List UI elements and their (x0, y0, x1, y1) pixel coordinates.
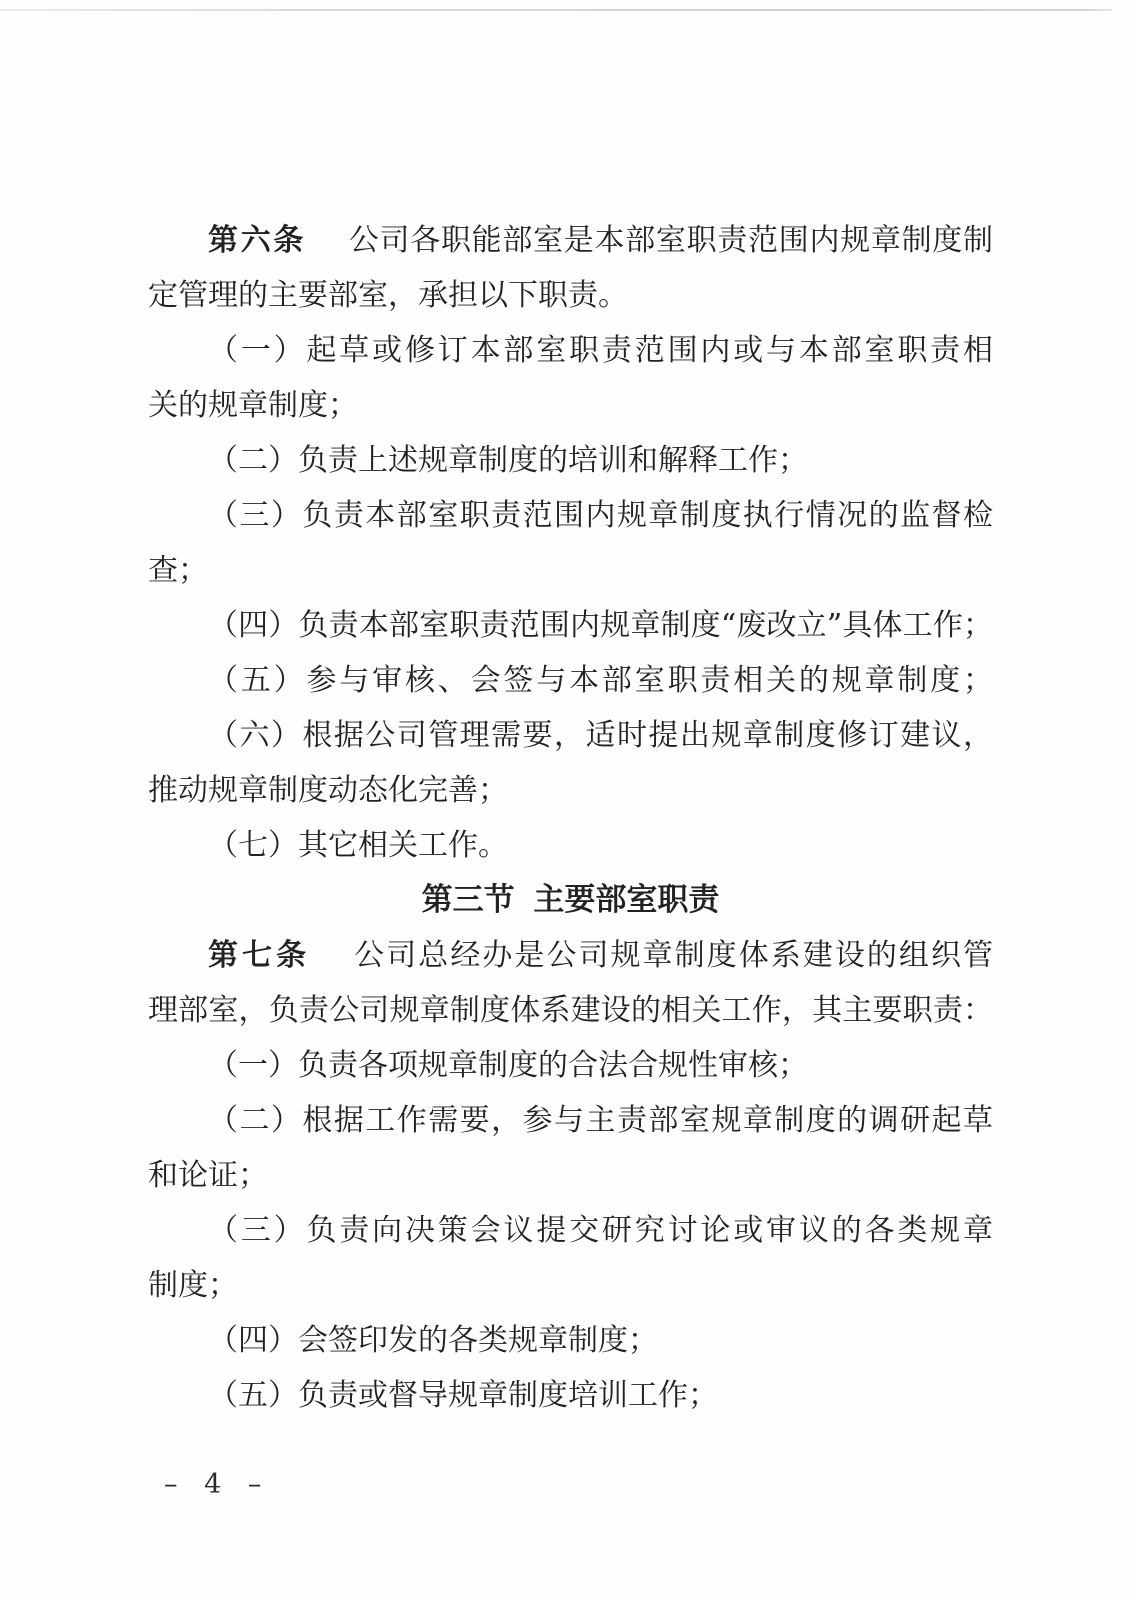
text-line (148, 1093, 993, 1148)
text-line (148, 928, 993, 983)
section-heading (148, 873, 993, 928)
list-item-paragraph (148, 818, 993, 873)
line-text: （一）起草或修订本部室职责范围内或与本部室职责相 (208, 333, 993, 368)
page-top-rule (0, 9, 1112, 11)
list-item-paragraph (148, 598, 993, 653)
article-number-label: 第六条 (208, 223, 307, 258)
line-text: （四）负责本部室职责范围内规章制度“废改立”具体工作； (208, 608, 993, 643)
line-text: 制度； (148, 1268, 238, 1303)
text-line (148, 1368, 993, 1423)
text-line (148, 433, 993, 488)
line-text: （七）其它相关工作。 (208, 828, 508, 863)
text-line (148, 598, 993, 653)
list-item-paragraph (148, 433, 993, 488)
list-item-paragraph (148, 1203, 993, 1313)
page-number: – 4 – (164, 1469, 271, 1500)
line-text: 公司各职能部室是本部室职责范围内规章制度制 (348, 223, 993, 258)
line-text: （五）负责或督导规章制度培训工作； (208, 1378, 718, 1413)
text-line (148, 268, 993, 323)
line-text: （二）根据工作需要，参与主责部室规章制度的调研起草 (208, 1103, 993, 1138)
text-line (148, 983, 993, 1038)
line-text: 第三节 主要部室职责 (421, 882, 720, 918)
text-line (148, 1203, 993, 1258)
line-text: （六）根据公司管理需要，适时提出规章制度修订建议， (208, 718, 993, 753)
list-item-paragraph (148, 323, 993, 433)
document-body (148, 213, 993, 1423)
line-text: 公司总经办是公司规章制度体系建设的组织管 (352, 938, 994, 973)
text-line (148, 873, 993, 928)
line-text: （三）负责向决策会议提交研究讨论或审议的各类规章 (208, 1213, 993, 1248)
line-text: 关的规章制度； (148, 388, 358, 423)
list-item-paragraph (148, 1368, 993, 1423)
line-text: 和论证； (148, 1158, 268, 1193)
text-line (148, 378, 993, 433)
label-gap (310, 964, 352, 965)
text-line (148, 543, 993, 598)
list-item-paragraph (148, 1093, 993, 1203)
label-gap (306, 249, 348, 250)
text-line (148, 708, 993, 763)
text-line (148, 1038, 993, 1093)
line-text: 推动规章制度动态化完善； (148, 773, 508, 808)
text-line (148, 763, 993, 818)
list-item-paragraph (148, 1313, 993, 1368)
line-text: （一）负责各项规章制度的合法合规性审核； (208, 1048, 808, 1083)
line-text: 理部室，负责公司规章制度体系建设的相关工作，其主要职责： (148, 993, 993, 1028)
line-text: 查； (148, 553, 208, 588)
article-paragraph (148, 928, 993, 1038)
article-number-label: 第七条 (208, 938, 311, 973)
text-line (148, 1148, 993, 1203)
line-text: （四）会签印发的各类规章制度； (208, 1323, 658, 1358)
list-item-paragraph (148, 653, 993, 708)
list-item-paragraph (148, 488, 993, 598)
list-item-paragraph (148, 708, 993, 818)
text-line (148, 213, 993, 268)
article-paragraph (148, 213, 993, 323)
line-text: （二）负责上述规章制度的培训和解释工作； (208, 443, 808, 478)
line-text: （五）参与审核、会签与本部室职责相关的规章制度； (208, 663, 993, 698)
text-line (148, 1258, 993, 1313)
list-item-paragraph (148, 1038, 993, 1093)
line-text: 定管理的主要部室，承担以下职责。 (148, 278, 628, 313)
text-line (148, 488, 993, 543)
text-line (148, 1313, 993, 1368)
text-line (148, 653, 993, 708)
text-line (148, 818, 993, 873)
text-line (148, 323, 993, 378)
line-text: （三）负责本部室职责范围内规章制度执行情况的监督检 (208, 498, 993, 533)
